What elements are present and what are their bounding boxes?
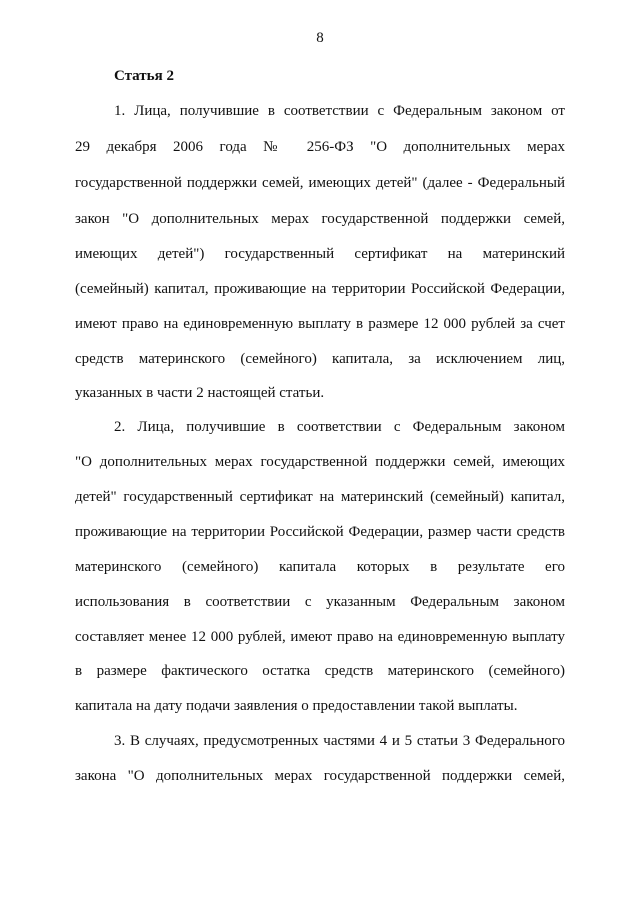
page-number: 8 [316, 30, 324, 46]
paragraph-line: имеют право на единовременную выплату в размере 12 000 рублей за счет [75, 316, 565, 332]
paragraph-line: (семейный) капитал, проживающие на территории Российской Федерации, [75, 281, 565, 297]
paragraph-line: 1. Лица, получившие в соответствии с Федеральным законом от [114, 103, 565, 119]
paragraph-line: средств материнского (семейного) капитала, за исключением лиц, [75, 351, 565, 367]
paragraph-line: 3. В случаях, предусмотренных частями 4 и 5 статьи 3 Федерального [114, 733, 565, 749]
paragraph-line: 2. Лица, получившие в соответствии с Федеральным законом [114, 419, 565, 435]
paragraph-line: "О дополнительных мерах государственной поддержки семей, имеющих [75, 454, 565, 470]
paragraph-line: закона "О дополнительных мерах государственной поддержки семей, [75, 768, 565, 784]
paragraph-line: капитала на дату подачи заявления о предоставлении такой выплаты. [75, 698, 518, 714]
paragraph-line: использования в соответствии с указанным Федеральным законом [75, 594, 565, 610]
paragraph-line: государственной поддержки семей, имеющих детей" (далее - Федеральный [75, 175, 565, 191]
paragraph-line: материнского (семейного) капитала которых в результате его [75, 559, 565, 575]
article-title: Статья 2 [114, 68, 174, 84]
paragraph-line: в размере фактического остатка средств материнского (семейного) [75, 663, 565, 679]
paragraph-line: составляет менее 12 000 рублей, имеют право на единовременную выплату [75, 629, 565, 645]
paragraph-line: детей" государственный сертификат на материнский (семейный) капитал, [75, 489, 565, 505]
paragraph-line: закон "О дополнительных мерах государственной поддержки семей, [75, 211, 565, 227]
paragraph-line: имеющих детей") государственный сертификат на материнский [75, 246, 565, 262]
paragraph-line: проживающие на территории Российской Федерации, размер части средств [75, 524, 565, 540]
paragraph-line: указанных в части 2 настоящей статьи. [75, 385, 325, 401]
paragraph-line: 29 декабря 2006 года № 256-ФЗ "О дополнительных мерах [75, 139, 565, 155]
